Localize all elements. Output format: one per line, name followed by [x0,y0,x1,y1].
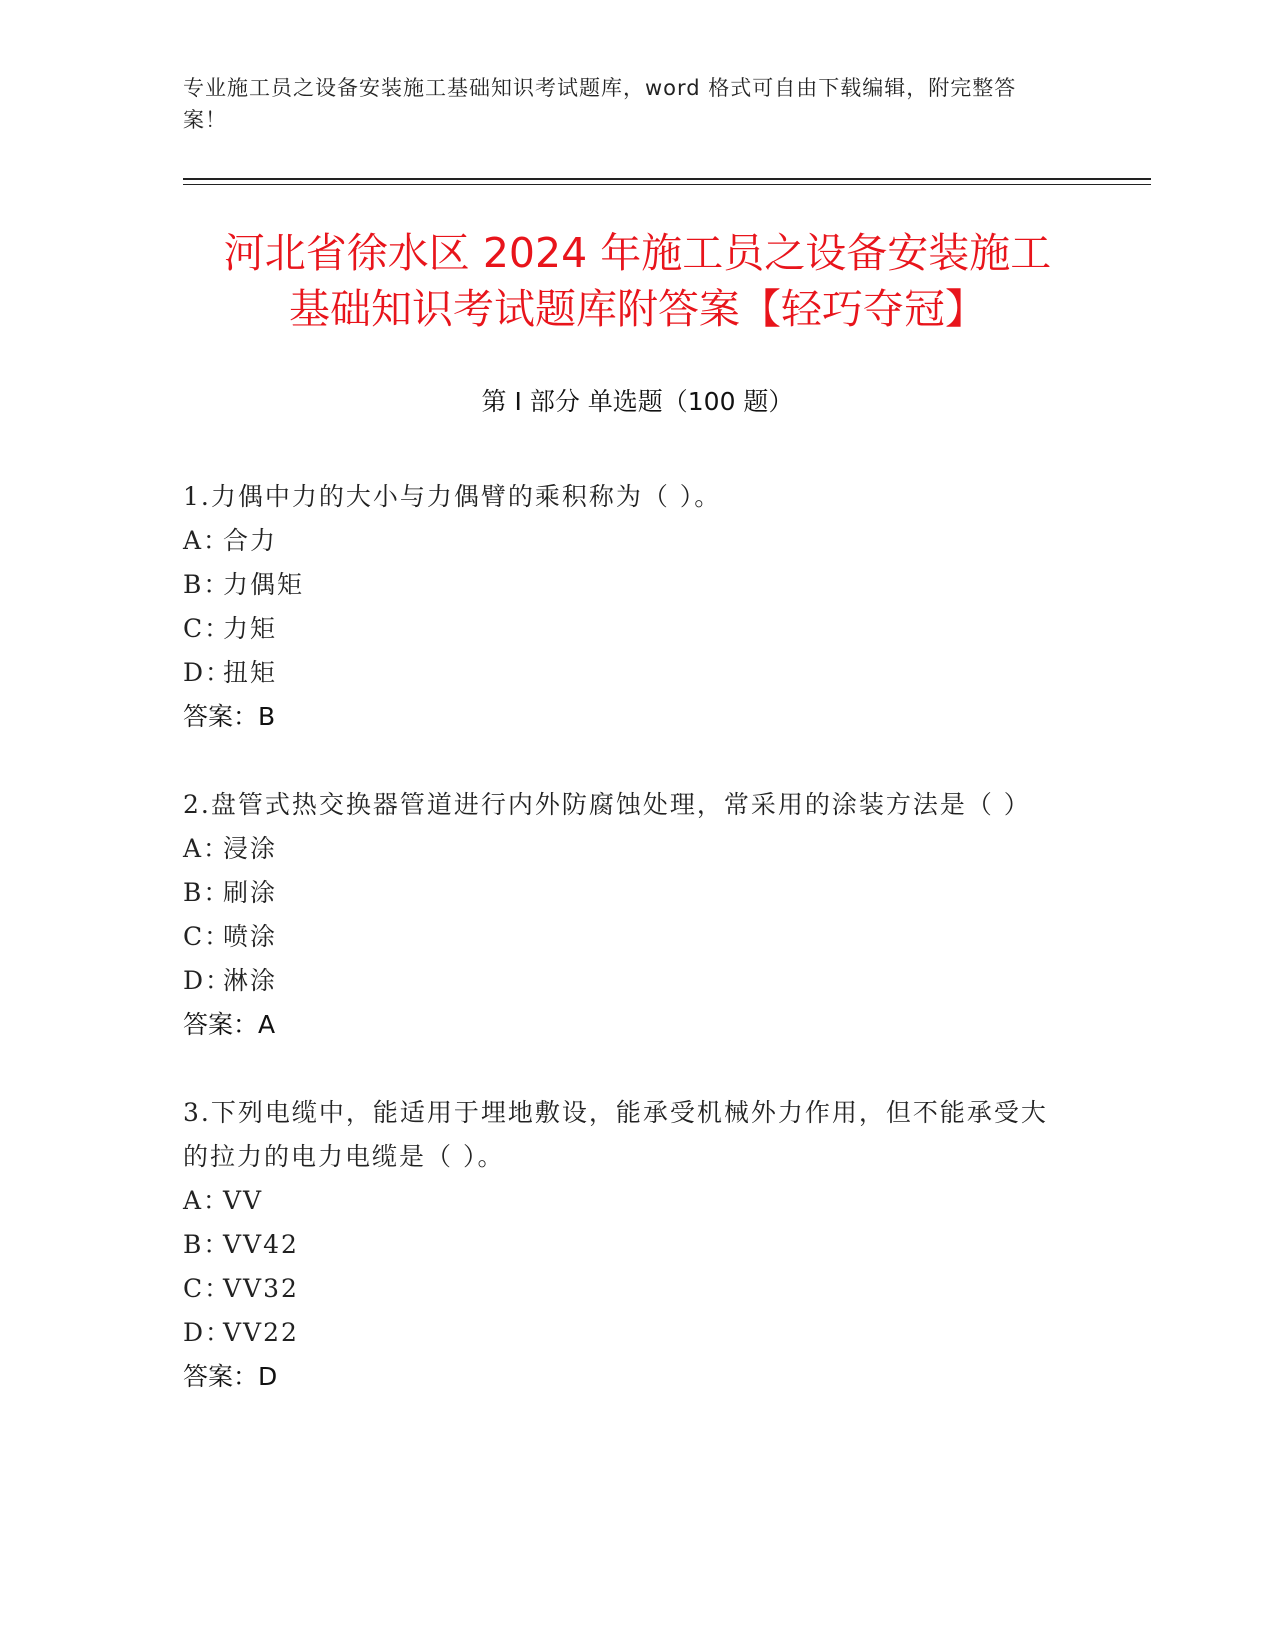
option-text: 刷涂 [223,878,278,907]
option-b [183,871,1063,915]
question-stem: 2.盘管式热交换器管道进行内外防腐蚀处理，常采用的涂装方法是（ ） [183,790,1031,819]
option-a [183,1179,1063,1223]
question-list [183,475,1063,1443]
option-key: B： [183,1230,231,1259]
question-1 [183,475,1063,739]
option-text: 力偶矩 [223,570,305,599]
document-title-line-1: 河北省徐水区 2024 年施工员之设备安装施工 [223,229,1052,277]
option-key: A： [183,834,231,863]
option-text: 淋涂 [223,966,278,995]
option-text: VV22 [223,1318,299,1347]
option-key: D： [183,658,233,687]
option-key: D： [183,966,233,995]
option-text: VV32 [223,1274,299,1303]
question-stem: 3.下列电缆中，能适用于埋地敷设，能承受机械外力作用，但不能承受大的拉力的电力电缆是（ ）。 [183,1098,1048,1171]
option-key: C： [183,614,232,643]
option-d [183,959,1063,1003]
option-key: C： [183,922,232,951]
header-rule-thick [183,178,1151,180]
question-2 [183,783,1063,1047]
option-text: 喷涂 [223,922,278,951]
option-b [183,563,1063,607]
option-text: 扭矩 [223,658,278,687]
header-note: 专业施工员之设备安装施工基础知识考试题库，word 格式可自由下载编辑，附完整答案！ [183,76,1017,132]
option-c [183,1267,1063,1311]
document-title [150,225,1125,337]
option-text: 合力 [223,526,278,555]
option-b [183,1223,1063,1267]
option-key: A： [183,1186,231,1215]
question-stem: 1.力偶中力的大小与力偶臂的乘积称为（ ）。 [183,482,722,511]
option-key: D： [183,1318,233,1347]
option-text: 力矩 [223,614,278,643]
option-c [183,607,1063,651]
document-title-line-2: 基础知识考试题库附答案【轻巧夺冠】 [289,285,986,333]
option-text: VV [223,1186,264,1215]
section-title: 第 I 部分 单选题（100 题） [481,387,794,416]
option-key: A： [183,526,231,555]
option-key: B： [183,878,231,907]
option-a [183,827,1063,871]
header-rule-thin [183,184,1151,185]
answer: 答案：D [183,1362,278,1391]
answer: 答案：A [183,1010,276,1039]
option-d [183,1311,1063,1355]
option-key: B： [183,570,231,599]
option-a [183,519,1063,563]
answer: 答案：B [183,702,276,731]
option-text: 浸涂 [223,834,278,863]
question-3 [183,1091,1063,1399]
option-d [183,651,1063,695]
option-key: C： [183,1274,232,1303]
option-c [183,915,1063,959]
option-text: VV42 [223,1230,299,1259]
